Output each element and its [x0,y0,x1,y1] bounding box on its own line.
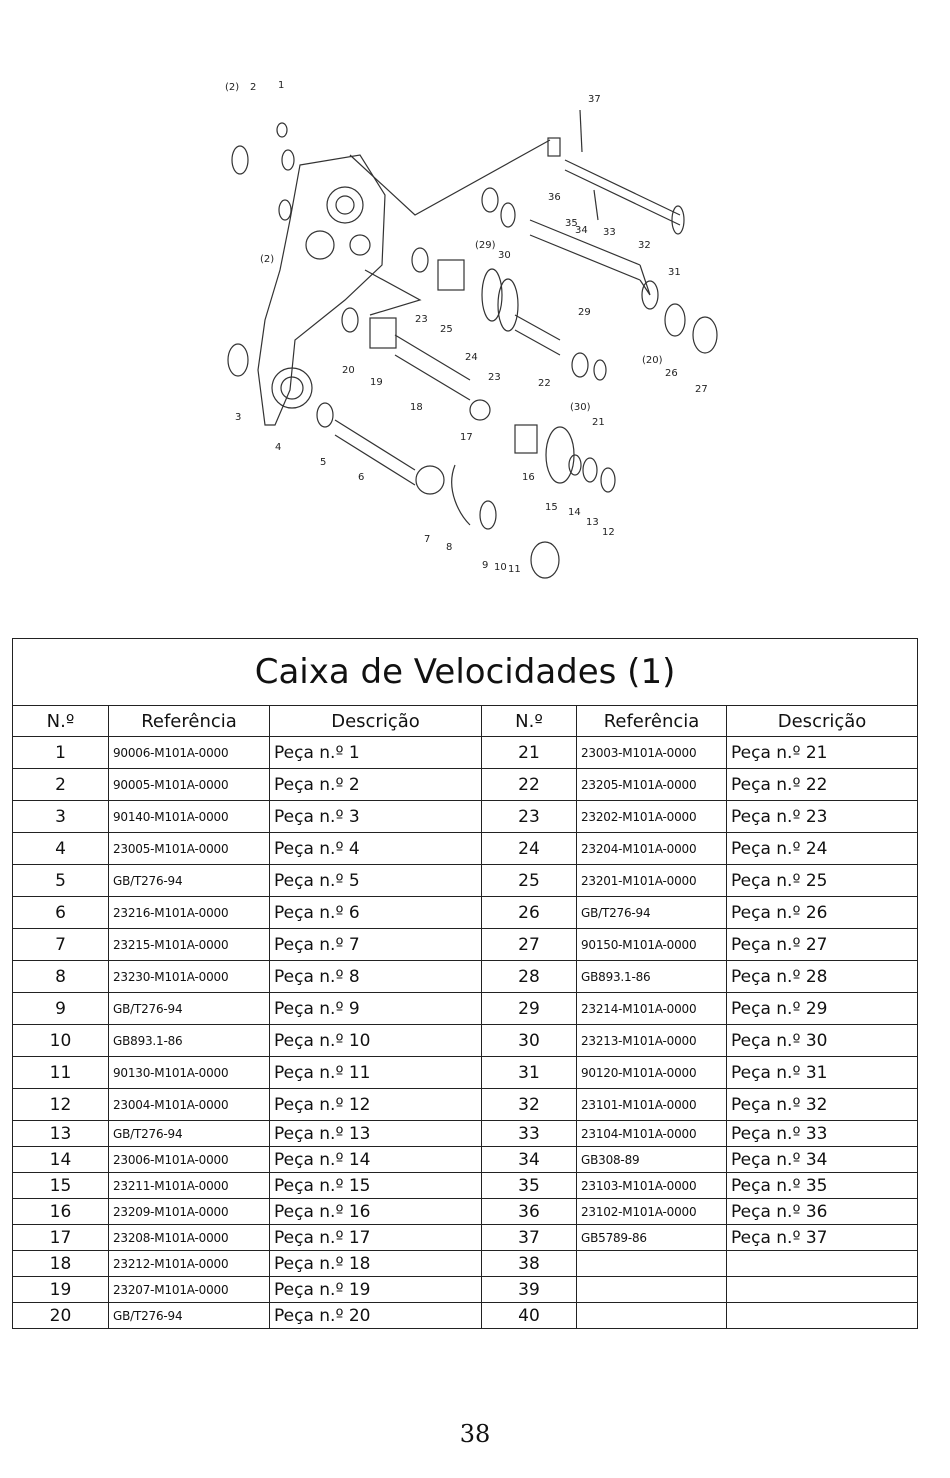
callout-label: 13 [586,517,599,528]
table-row [13,737,918,769]
callout-label: 6 [358,472,365,483]
part-reference: 23216-M101A-0000 [109,897,270,929]
callout-label: 15 [545,502,558,513]
callout-label: 36 [548,192,561,203]
part-description [727,1277,918,1303]
part-number: 16 [13,1199,109,1225]
header-description: Descrição [270,706,482,737]
part-description: Peça n.º 23 [727,801,918,833]
part-number: 32 [482,1089,577,1121]
callout-label: 5 [320,457,327,468]
callout-label: 26 [665,368,678,379]
part-number: 38 [482,1251,577,1277]
part-reference: 23102-M101A-0000 [577,1199,727,1225]
table-row [13,1057,918,1089]
part-description: Peça n.º 5 [270,865,482,897]
callout-label: 1 [278,80,285,91]
part-reference: 90140-M101A-0000 [109,801,270,833]
callout-label: 23 [415,314,428,325]
callout-label: 7 [424,534,431,545]
table-body [13,737,918,1329]
page-number: 38 [459,1420,491,1448]
part-number: 1 [13,737,109,769]
part-reference: 23101-M101A-0000 [577,1089,727,1121]
part-number: 19 [13,1277,109,1303]
part-reference: 23211-M101A-0000 [109,1173,270,1199]
callout-label: 18 [410,402,423,413]
table-row [13,865,918,897]
table-row [13,1199,918,1225]
part-number: 20 [13,1303,109,1329]
part-description: Peça n.º 25 [727,865,918,897]
table-row [13,1277,918,1303]
callout-label: 34 [575,225,588,236]
table-row [13,1089,918,1121]
part-number: 14 [13,1147,109,1173]
part-reference: 23004-M101A-0000 [109,1089,270,1121]
part-description: Peça n.º 2 [270,769,482,801]
part-reference: 90006-M101A-0000 [109,737,270,769]
part-description [727,1251,918,1277]
part-number: 6 [13,897,109,929]
callout-label: 32 [638,240,651,251]
part-number: 10 [13,1025,109,1057]
part-description: Peça n.º 19 [270,1277,482,1303]
part-description: Peça n.º 16 [270,1199,482,1225]
part-description: Peça n.º 35 [727,1173,918,1199]
callout-label: 30 [498,250,511,261]
part-number: 18 [13,1251,109,1277]
part-number: 39 [482,1277,577,1303]
part-reference: 90150-M101A-0000 [577,929,727,961]
part-reference: GB308-89 [577,1147,727,1173]
part-reference: 23215-M101A-0000 [109,929,270,961]
part-description: Peça n.º 4 [270,833,482,865]
part-description: Peça n.º 13 [270,1121,482,1147]
table-row [13,1173,918,1199]
part-reference [577,1251,727,1277]
part-reference: 90005-M101A-0000 [109,769,270,801]
part-number: 5 [13,865,109,897]
part-reference: 23213-M101A-0000 [577,1025,727,1057]
part-number: 29 [482,993,577,1025]
part-reference: GB/T276-94 [577,897,727,929]
callout-label: 33 [603,227,616,238]
part-reference: 23005-M101A-0000 [109,833,270,865]
callout-label: 24 [465,352,478,363]
table-row [13,833,918,865]
part-number: 24 [482,833,577,865]
table-row [13,769,918,801]
callout-label: 21 [592,417,605,428]
table-row [13,1251,918,1277]
callout-label: 3 [235,412,242,423]
callout-label: 10 [494,562,507,573]
part-number: 23 [482,801,577,833]
part-description: Peça n.º 7 [270,929,482,961]
callout-label: 29 [578,307,591,318]
header-number: N.º [13,706,109,737]
part-reference: 23230-M101A-0000 [109,961,270,993]
part-description: Peça n.º 18 [270,1251,482,1277]
part-reference: GB/T276-94 [109,1121,270,1147]
table-row [13,1025,918,1057]
callout-label: 11 [508,564,521,575]
callout-label: 4 [275,442,282,453]
part-description: Peça n.º 11 [270,1057,482,1089]
callout-label: (30) [570,402,591,413]
callout-label: (20) [642,355,663,366]
part-number: 34 [482,1147,577,1173]
part-description: Peça n.º 33 [727,1121,918,1147]
part-description: Peça n.º 20 [270,1303,482,1329]
part-reference: GB5789-86 [577,1225,727,1251]
header-reference: Referência [577,706,727,737]
part-description: Peça n.º 34 [727,1147,918,1173]
part-reference [577,1277,727,1303]
part-number: 13 [13,1121,109,1147]
part-description: Peça n.º 14 [270,1147,482,1173]
part-reference: 23003-M101A-0000 [577,737,727,769]
header-number: N.º [482,706,577,737]
table-title-row [13,639,918,706]
table-row [13,897,918,929]
part-reference: 23214-M101A-0000 [577,993,727,1025]
part-description: Peça n.º 6 [270,897,482,929]
part-reference: GB/T276-94 [109,865,270,897]
parts-table [12,638,918,1329]
part-reference: 23204-M101A-0000 [577,833,727,865]
part-number: 21 [482,737,577,769]
callout-label: 9 [482,560,489,571]
part-description: Peça n.º 30 [727,1025,918,1057]
part-number: 4 [13,833,109,865]
callout-label: 37 [588,94,601,105]
table-row [13,801,918,833]
callout-label: 2 [250,82,257,93]
callout-label: (2) [225,82,240,93]
part-reference: 23209-M101A-0000 [109,1199,270,1225]
callout-label: (29) [475,240,496,251]
part-description: Peça n.º 29 [727,993,918,1025]
callout-label: 22 [538,378,551,389]
part-reference: 23104-M101A-0000 [577,1121,727,1147]
header-reference: Referência [109,706,270,737]
part-description: Peça n.º 21 [727,737,918,769]
table-row [13,993,918,1025]
table-row [13,961,918,993]
part-number: 2 [13,769,109,801]
callout-label: 23 [488,372,501,383]
callout-label: 27 [695,384,708,395]
part-number: 30 [482,1025,577,1057]
part-reference: 23207-M101A-0000 [109,1277,270,1303]
part-reference: 90130-M101A-0000 [109,1057,270,1089]
callout-label: 35 [565,218,578,229]
part-number: 35 [482,1173,577,1199]
part-reference: 23201-M101A-0000 [577,865,727,897]
part-description: Peça n.º 17 [270,1225,482,1251]
part-number: 28 [482,961,577,993]
part-description: Peça n.º 15 [270,1173,482,1199]
part-description: Peça n.º 31 [727,1057,918,1089]
part-reference: 23202-M101A-0000 [577,801,727,833]
part-number: 15 [13,1173,109,1199]
part-description: Peça n.º 36 [727,1199,918,1225]
part-number: 3 [13,801,109,833]
callout-label: 19 [370,377,383,388]
part-number: 9 [13,993,109,1025]
part-number: 22 [482,769,577,801]
part-reference: 23205-M101A-0000 [577,769,727,801]
part-reference [577,1303,727,1329]
part-number: 25 [482,865,577,897]
part-number: 40 [482,1303,577,1329]
part-description: Peça n.º 37 [727,1225,918,1251]
callout-label: 31 [668,267,681,278]
callout-label: (2) [260,254,275,265]
part-reference: 90120-M101A-0000 [577,1057,727,1089]
callout-label: 12 [602,527,615,538]
part-number: 17 [13,1225,109,1251]
part-reference: 23006-M101A-0000 [109,1147,270,1173]
part-reference: 23103-M101A-0000 [577,1173,727,1199]
part-reference: GB/T276-94 [109,993,270,1025]
part-description: Peça n.º 28 [727,961,918,993]
table-header-row [13,706,918,737]
part-description: Peça n.º 27 [727,929,918,961]
part-number: 31 [482,1057,577,1089]
diagram-callouts [225,80,708,575]
part-description: Peça n.º 22 [727,769,918,801]
part-reference: GB/T276-94 [109,1303,270,1329]
part-number: 37 [482,1225,577,1251]
gearbox-exploded-diagram [170,70,780,590]
table-row [13,1147,918,1173]
part-number: 33 [482,1121,577,1147]
part-description [727,1303,918,1329]
part-number: 12 [13,1089,109,1121]
part-description: Peça n.º 10 [270,1025,482,1057]
part-number: 26 [482,897,577,929]
table-row [13,1225,918,1251]
table-title: Caixa de Velocidades (1) [13,639,918,706]
callout-label: 14 [568,507,581,518]
part-description: Peça n.º 32 [727,1089,918,1121]
callout-label: 16 [522,472,535,483]
part-number: 7 [13,929,109,961]
part-description: Peça n.º 1 [270,737,482,769]
part-description: Peça n.º 24 [727,833,918,865]
table-row [13,929,918,961]
part-number: 36 [482,1199,577,1225]
part-number: 11 [13,1057,109,1089]
part-number: 27 [482,929,577,961]
callout-label: 8 [446,542,453,553]
part-description: Peça n.º 9 [270,993,482,1025]
part-reference: GB893.1-86 [577,961,727,993]
callout-label: 20 [342,365,355,376]
callout-label: 17 [460,432,473,443]
part-reference: 23208-M101A-0000 [109,1225,270,1251]
header-description: Descrição [727,706,918,737]
part-description: Peça n.º 8 [270,961,482,993]
part-reference: GB893.1-86 [109,1025,270,1057]
part-number: 8 [13,961,109,993]
part-reference: 23212-M101A-0000 [109,1251,270,1277]
part-description: Peça n.º 12 [270,1089,482,1121]
callout-label: 25 [440,324,453,335]
table-row [13,1303,918,1329]
table-row [13,1121,918,1147]
part-description: Peça n.º 3 [270,801,482,833]
part-description: Peça n.º 26 [727,897,918,929]
